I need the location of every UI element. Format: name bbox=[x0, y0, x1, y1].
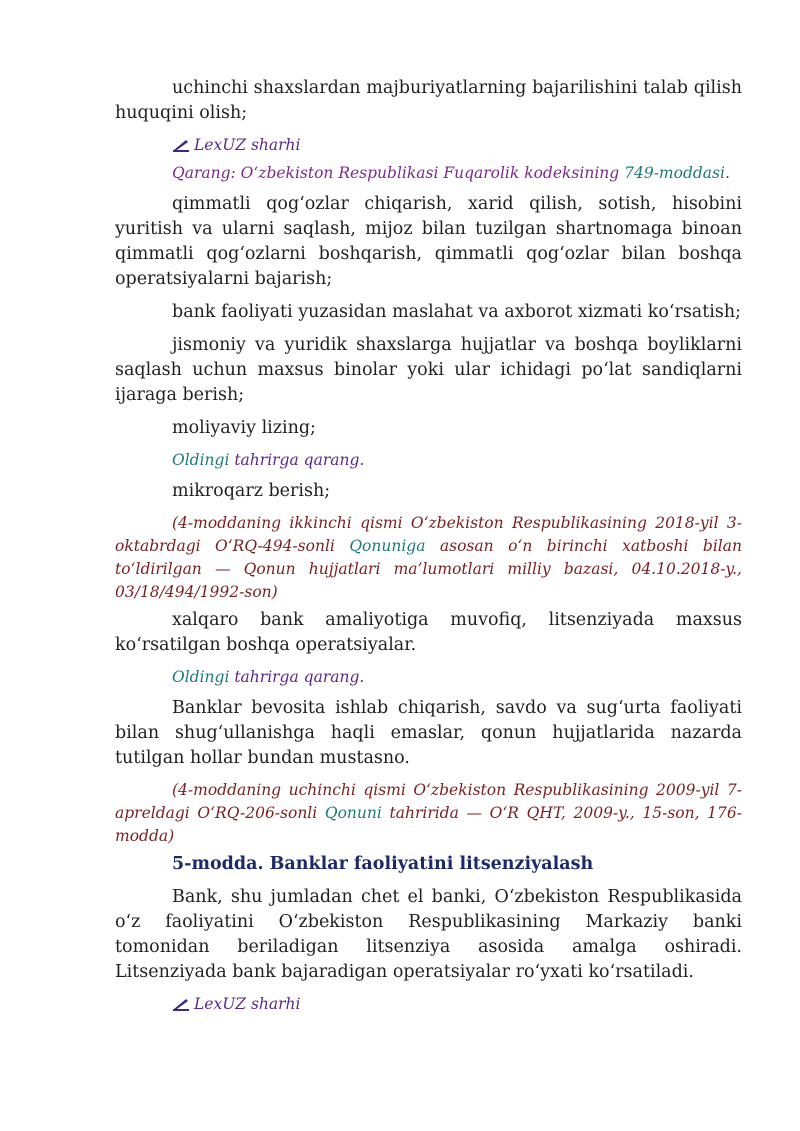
paragraph: xalqaro bank amaliyotiga muvofiq, litsenziyada maxsus ko‘rsatilgan boshqa operatsiyalar. bbox=[115, 610, 742, 655]
previous-edition-note bbox=[172, 449, 742, 471]
previous-edition-link[interactable]: Oldingi bbox=[172, 668, 230, 686]
previous-edition-text: tahrirga qarang. bbox=[229, 668, 365, 686]
lexuz-comment-link[interactable] bbox=[172, 134, 742, 156]
see-also-note bbox=[172, 162, 742, 184]
lexuz-comment-link[interactable] bbox=[172, 993, 742, 1015]
lexuz-comment-label: LexUZ sharhi bbox=[194, 995, 301, 1013]
see-also-suffix: . bbox=[724, 164, 730, 182]
document-body bbox=[115, 76, 742, 1021]
article-heading: 5-modda. Banklar faoliyatini litsenziyalash bbox=[172, 854, 594, 874]
paragraph: qimmatli qog‘ozlar chiqarish, xarid qilish, sotish, hisobini yuritish va ularni saqlash, mijoz bilan tuzilgan shartnomaga binoan qimmatli qog‘ozlarni boshqarish, qimmatli qog‘ozlar bilan boshqa operatsiyalarni bajarish; bbox=[115, 194, 742, 289]
article-749-link[interactable]: 749-moddasi bbox=[624, 164, 725, 182]
paragraph: Bank, shu jumladan chet el banki, O‘zbekiston Respublikasida o‘z faoliyatini O‘zbekiston Respublikasining Markaziy banki tomonidan beriladigan litsenziya asosida amalga oshiradi. Litsenziyada bank bajaradigan operatsiyalar ro‘yxati ko‘rsatiladi. bbox=[115, 887, 742, 982]
paragraph: mikroqarz berish; bbox=[172, 481, 331, 501]
law-link[interactable]: Qonuni bbox=[324, 804, 382, 822]
paragraph: moliyaviy lizing; bbox=[172, 418, 316, 438]
lexuz-comment-label: LexUZ sharhi bbox=[194, 136, 301, 154]
amendment-note bbox=[115, 512, 742, 604]
paragraph: uchinchi shaxslardan majburiyatlarning bajarilishini talab qilish huquqini olish; bbox=[115, 78, 742, 123]
amendment-note-pre: (4-moddaning uchinchi qismi O‘zbekiston Respublikasining 2009-yil 7-apreldagi O‘RQ-206-sonli bbox=[115, 781, 742, 822]
amendment-note-post: asosan o‘n birinchi xatboshi bilan to‘ldirilgan — Qonun hujjatlari ma’lumotlari milliy bazasi, 04.10.2018-y., 03/18/494/1992-son) bbox=[115, 537, 742, 601]
amendment-note-pre: (4-moddaning ikkinchi qismi O‘zbekiston Respublikasining 2018-yil 3-oktabrdagi O‘RQ-494-sonli bbox=[115, 514, 742, 555]
law-link[interactable]: Qonuniga bbox=[349, 537, 426, 555]
amendment-note bbox=[115, 779, 742, 848]
lexuz-comment-icon bbox=[172, 997, 190, 1011]
previous-edition-link[interactable]: Oldingi bbox=[172, 451, 230, 469]
lexuz-comment-icon bbox=[172, 138, 190, 152]
paragraph: Banklar bevosita ishlab chiqarish, savdo va sug‘urta faoliyati bilan shug‘ullanishga haqli emaslar, qonun hujjatlarida nazarda tutilgan hollar bundan mustasno. bbox=[115, 698, 742, 768]
paragraph: bank faoliyati yuzasidan maslahat va axborot xizmati ko‘rsatish; bbox=[172, 302, 742, 322]
previous-edition-text: tahrirga qarang. bbox=[229, 451, 365, 469]
previous-edition-note bbox=[172, 666, 742, 688]
paragraph: jismoniy va yuridik shaxslarga hujjatlar va boshqa boyliklarni saqlash uchun maxsus binolar yoki ular ichidagi po‘lat sandiqlarni ijaraga berish; bbox=[115, 335, 742, 405]
amendment-note-post: tahririda — O‘R QHT, 2009-y., 15-son, 176-modda) bbox=[115, 804, 743, 845]
see-also-prefix: Qarang: O‘zbekiston Respublikasi Fuqarolik kodeksining bbox=[172, 164, 625, 182]
